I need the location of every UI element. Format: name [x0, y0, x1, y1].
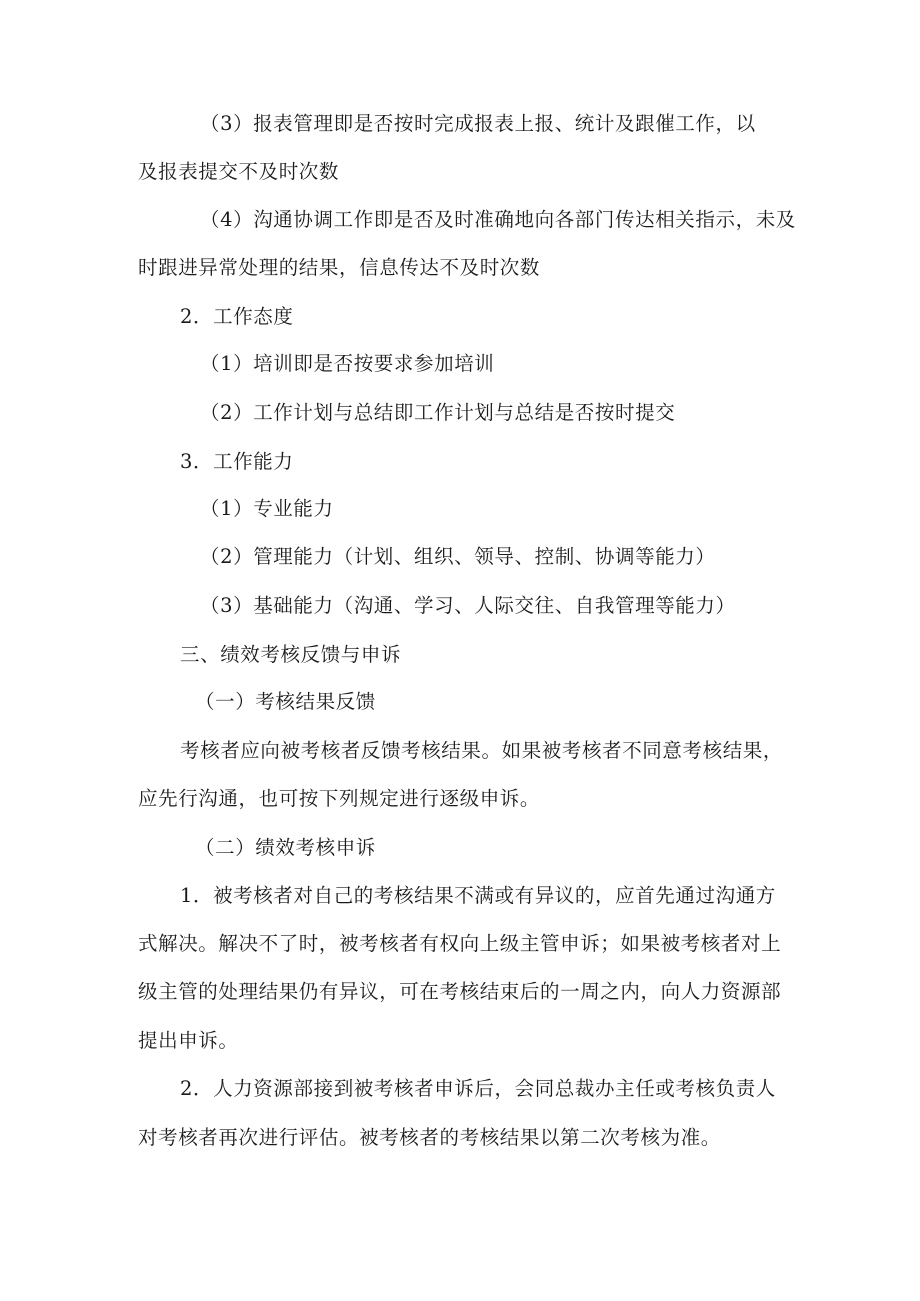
text-line-report-management-cont: 及报表提交不及时次数 — [138, 160, 340, 183]
paragraph-appeal-2-line-2: 对考核者再次进行评估。被考核者的考核结果以第二次考核为准。 — [138, 1126, 721, 1149]
text-line-communication-cont: 时跟进异常处理的结果，信息传达不及时次数 — [138, 256, 541, 279]
heading-work-attitude: 2．工作态度 — [180, 305, 294, 328]
paragraph-appeal-1-line-3: 级主管的处理结果仍有异议，可在考核结束后的一周之内，向人力资源部 — [138, 980, 782, 1003]
paragraph-appeal-1-line-2: 式解决。解决不了时，被考核者有权向上级主管申诉；如果被考核者对上 — [138, 932, 782, 955]
text-line-work-plan: （2）工作计划与总结即工作计划与总结是否按时提交 — [200, 401, 676, 424]
text-line-communication: （4）沟通协调工作即是否及时准确地向各部门传达相关指示，未及 — [200, 208, 796, 231]
paragraph-feedback-line-1: 考核者应向被考核者反馈考核结果。如果被考核者不同意考核结果， — [180, 739, 784, 762]
text-line-report-management: （3）报表管理即是否按时完成报表上报、统计及跟催工作，以 — [200, 112, 756, 135]
paragraph-appeal-1-line-1: 1．被考核者对自己的考核结果不满或有异议的，应首先通过沟通方 — [180, 884, 776, 907]
text-line-professional-ability: （1）专业能力 — [200, 497, 334, 520]
subheading-result-feedback: （一）考核结果反馈 — [195, 690, 376, 713]
text-line-basic-ability: （3）基础能力（沟通、学习、人际交往、自我管理等能力） — [200, 594, 736, 617]
heading-work-ability: 3．工作能力 — [180, 450, 294, 473]
paragraph-feedback-line-2: 应先行沟通，也可按下列规定进行逐级申诉。 — [138, 787, 541, 810]
subheading-appeal: （二）绩效考核申诉 — [195, 836, 376, 859]
paragraph-appeal-2-line-1: 2．人力资源部接到被考核者申诉后，会同总裁办主任或考核负责人 — [180, 1077, 776, 1100]
text-line-training: （1）培训即是否按要求参加培训 — [200, 352, 495, 375]
paragraph-appeal-1-line-4: 提出申诉。 — [138, 1029, 239, 1052]
section-heading-feedback-appeal: 三、绩效考核反馈与申诉 — [180, 643, 402, 666]
text-line-management-ability: （2）管理能力（计划、组织、领导、控制、协调等能力） — [200, 545, 716, 568]
